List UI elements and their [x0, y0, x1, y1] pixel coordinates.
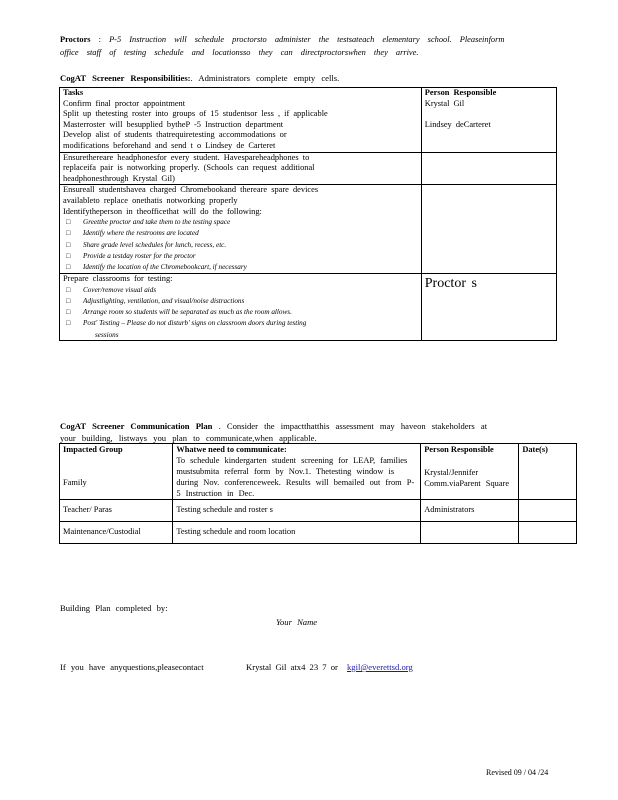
- table-row: [60, 444, 577, 456]
- task-line: modifications beforehand and send t o Lindsey de Carteret: [63, 140, 276, 150]
- communication-heading: CogAT Screener Communication Plan: [60, 421, 213, 431]
- table-row: [60, 185, 557, 274]
- responsibilities-note: . Administrators complete empty cells.: [190, 73, 340, 83]
- bullet-item: □ Provide a testday roster for the proctor: [63, 251, 418, 262]
- bullet-item: □ Greetthe proctor and take them to the testing space: [63, 217, 418, 228]
- building-plan-label: Building Plan completed by:: [60, 603, 168, 613]
- task-line: Ensureall studentshavea charged Chromebookand thereare spare devices: [63, 185, 319, 195]
- task-line: Ensurethereare headphonesfor every student. Havespareheadphones to: [63, 152, 310, 162]
- table-cell: [60, 152, 422, 185]
- task-line: headphonesthrough Krystal Gil): [63, 173, 175, 183]
- proctors-colon: :: [90, 35, 110, 44]
- bullet-item: □ Cover/remove visual aids: [63, 285, 418, 296]
- person-cell: [421, 522, 519, 544]
- table-cell: [421, 88, 556, 153]
- task-line: availableto replace onethatis notworking properly: [63, 195, 238, 205]
- what-cell: Testing schedule and room location: [173, 522, 421, 544]
- contact-text: If you have anyquestions,pleasecontact: [60, 662, 204, 672]
- task-line: Masterroster will besupplied bytheP -5 Instruction department: [63, 119, 284, 129]
- responsibilities-heading: CogAT Screener Responsibilities:: [60, 73, 191, 83]
- bullet-item: □ Identify the location of the Chromebookcart, if necessary: [63, 262, 418, 273]
- task-line: replaceifa pair is notworking properly. (Schools can request additional: [63, 163, 315, 173]
- table-row: [60, 274, 557, 341]
- group-cell: Teacher/ Paras: [60, 500, 173, 522]
- bullet-item: □ Adjustlighting, ventilation, and visual/noise distractions: [63, 296, 418, 307]
- tasks-header: Tasks: [63, 88, 84, 97]
- building-plan-name: Your Name: [276, 617, 318, 627]
- table-row: [60, 500, 577, 522]
- contact-name: Krystal Gil atx4 23 7 or: [246, 662, 338, 672]
- proctors-label: Proctors: [60, 35, 91, 44]
- person-value: Lindsey deCarteret: [424, 119, 491, 129]
- table-row: [60, 88, 557, 153]
- person-cell: Krystal/Jennifer Comm.viaParent Square: [421, 455, 519, 500]
- header-dates: Date(s): [519, 444, 577, 500]
- person-header: Person Responsible: [424, 88, 497, 97]
- proctors-line-1: P-5 Instruction will schedule proctorsto administer the testsateach elementary school. Pleaseinform: [109, 35, 505, 44]
- table-cell: [60, 274, 422, 341]
- task-line: Prepare classrooms for testing:: [63, 274, 173, 284]
- table-cell: [421, 152, 556, 185]
- bullet-item: □ Post' Testing – Please do not disturb' signs on classroom doors during testing: [63, 318, 418, 329]
- proctors-paragraph: [60, 33, 560, 59]
- task-line: Identifytheperson in theofficethat will do the following:: [63, 206, 262, 216]
- communication-line-1: . Consider the impactthatthis assessment may haveon stakeholders at: [212, 421, 488, 431]
- group-cell: Family: [60, 455, 173, 500]
- table-cell: [421, 185, 556, 274]
- table-row: [60, 152, 557, 185]
- task-line: Confirm final proctor appointment: [63, 98, 186, 108]
- table-cell: [60, 88, 422, 153]
- proctor-responsible: Proctor s: [424, 276, 477, 292]
- bullet-continuation: sessions: [95, 330, 119, 339]
- person-value: Krystal Gil: [424, 98, 465, 108]
- communication-paragraph: [60, 420, 580, 444]
- table-cell: [421, 274, 556, 341]
- what-cell: To schedule kindergarten student screening for LEAP, families mustsubmita referral form by Nov.1. Thetesting window is during Nov. conferenceweek. Results will bemailed out from P-5 Instruction in Dec.: [173, 455, 421, 500]
- date-cell: [519, 522, 577, 544]
- proctors-line-2: office staff of testing schedule and locationsso they can directproctorswhen they arrive.: [60, 48, 419, 57]
- header-person-responsible: Person Responsible: [421, 444, 519, 456]
- task-line: Develop alist of students thatrequiretesting accommodations or: [63, 130, 287, 140]
- person-cell: Administrators: [421, 500, 519, 522]
- bullet-item: □ Arrange room so students will be separated as much as the room allows.: [63, 307, 418, 318]
- person-value: [425, 109, 553, 120]
- bullet-item: □ Share grade level schedules for lunch, recess, etc.: [63, 240, 418, 251]
- date-cell: [519, 500, 577, 522]
- communication-line-2: your building, listways you plan to communicate,when applicable.: [60, 433, 317, 443]
- task-line: Split up thetesting roster into groups of 15 studentsor less , if applicable: [63, 109, 328, 119]
- table-cell: [60, 185, 422, 274]
- what-cell: Testing schedule and roster s: [173, 500, 421, 522]
- revised-date: Revised 09 / 04 /24: [486, 768, 549, 777]
- table-row: [60, 522, 577, 544]
- responsibilities-table: [59, 87, 557, 341]
- responsibilities-heading-line: [60, 73, 339, 84]
- header-impacted-group: Impacted Group: [60, 444, 173, 456]
- contact-email-link[interactable]: kgil@everettsd.org: [347, 662, 413, 672]
- header-what-to-communicate: Whatwe need to communicate:: [173, 444, 421, 456]
- table-row: [60, 455, 577, 500]
- group-cell: Maintenance/Custodial: [60, 522, 173, 544]
- bullet-item: □ Identify where the restrooms are located: [63, 228, 418, 239]
- communication-table: [59, 443, 577, 544]
